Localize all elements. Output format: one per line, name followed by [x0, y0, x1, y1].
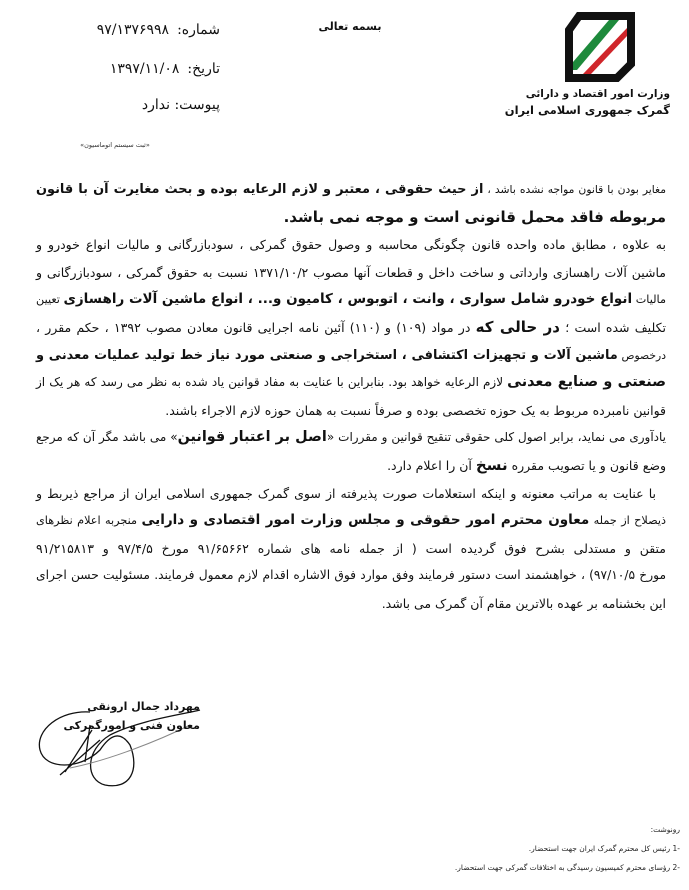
body-line	[36, 286, 666, 314]
cc-item: -1 رئیس کل محترم گمرک ایران جهت استحضار.	[528, 844, 680, 853]
letter-body	[36, 176, 666, 618]
cc-label: رونوشت:	[650, 825, 680, 834]
body-text: با عنایت به مراتب معنونه و اینکه استعلامات صورت پذیرفته از سوی گمرک جمهوری اسلامی ایران از مراجع ذیربط و	[36, 485, 656, 501]
body-line	[36, 397, 666, 425]
emphasized-text: از حیث حقوقی ، معتبر و لازم الرعایه بوده و بحث مغایرت آن با قانون	[36, 182, 484, 197]
body-text: قوانین نامبرده مربوط به یک حوزه تخصصی بوده و صرفاً نسبت به همان حوزه لازم الاجراء باشند.	[165, 402, 666, 418]
body-line	[36, 204, 666, 232]
signatory-title: معاون فنی و امورگمرکی	[63, 719, 200, 732]
body-line	[36, 480, 666, 508]
issuer-block	[470, 86, 670, 118]
letter-date	[20, 61, 220, 77]
body-line	[36, 342, 666, 370]
body-text: تکلیف شده است ؛	[560, 319, 666, 335]
signatory-name: مهرداد جمال ارونقی	[87, 700, 200, 713]
attachment-value: ندارد	[141, 97, 170, 113]
body-text: مالیات	[632, 293, 666, 307]
emphasized-text: معاون محترم امور حقوقی و مجلس وزارت امور اقتصادی و دارایی	[141, 512, 590, 529]
body-line	[36, 231, 666, 259]
body-line	[36, 259, 666, 287]
body-line	[36, 452, 666, 480]
body-line	[36, 507, 666, 535]
copies-list	[380, 820, 680, 877]
body-line	[36, 424, 666, 452]
emphasized-text: اصل بر اعتبار قوانین	[177, 429, 327, 446]
body-line	[36, 562, 666, 590]
automation-note: «ثبت سیستم اتوماسیون»	[80, 141, 150, 149]
emphasized-text: نسخ	[475, 455, 508, 474]
body-text: به علاوه ، مطابق ماده واحده قانون چگونگی محاسبه و وصول حقوق گمرکی ، سودبازرگانی و مالیات انواع خودرو و	[36, 237, 666, 253]
date-label: تاریخ:	[187, 61, 220, 77]
organization-name: گمرک جمهوری اسلامی ایران	[504, 103, 670, 117]
customs-logo	[565, 12, 635, 82]
emphasized-text: مربوطه فاقد محمل قانونی است و موجه نمی باشد.	[283, 207, 666, 226]
emphasized-text: انواع خودرو شامل سواری ، وانت ، اتوبوس ، کامیون و... ، انواع ماشین آلات راهسازی	[63, 291, 633, 308]
cc-item: -2 رؤسای محترم کمیسیون رسیدگی به اختلافات گمرکی جهت استحضار.	[454, 863, 680, 872]
body-text: مغایر بودن با قانون مواجه نشده باشد ،	[483, 183, 666, 196]
emphasized-text: صنعتی و صنایع معدنی	[507, 374, 666, 391]
body-text: در مواد (۱۰۹) و (۱۱۰) آئین نامه اجرایی قانون معادن مصوب ۱۳۹۲ ، حکم مقرر ،	[36, 319, 476, 335]
body-text: تعیین	[36, 293, 64, 307]
letter-number	[20, 22, 220, 38]
body-text: متقن و مستدلی بشرح فوق گردیده است ( از جمله نامه های شماره ۹۱/۶۵۶۶۲ مورخ ۹۷/۴/۵ و ۹۱/۲۱۵۸۱۳	[36, 540, 667, 556]
signatory	[40, 697, 200, 735]
body-text: ذیصلاح از جمله	[589, 514, 667, 528]
emphasized-text: ماشین آلات و تجهیزات اکتشافی ، استخراجی و صنعتی مورد نیاز خط تولید عملیات معدنی و	[36, 347, 618, 363]
letter-attachment	[20, 97, 220, 113]
body-line	[36, 314, 666, 342]
number-label: شماره:	[177, 22, 220, 38]
body-text: آن را اعلام دارد.	[387, 457, 476, 473]
date-value: ۱۳۹۷/۱۱/۰۸	[109, 61, 180, 77]
bismillah: بسمه تعالی	[318, 20, 382, 33]
attachment-label: پیوست:	[174, 97, 220, 113]
number-value: ۹۷/۱۳۷۶۹۹۸	[96, 22, 170, 38]
body-text: منجربه اعلام نظرهای	[36, 514, 142, 528]
body-text: یادآوری می نماید، برابر اصول کلی حقوقی تنقیح قوانین و مقررات «	[326, 430, 666, 445]
body-line	[36, 369, 666, 397]
body-line	[36, 176, 666, 204]
body-text: مورخ ۹۷/۱۰/۵) ، خواهشمند است دستور فرمایند وفق موارد فوق الاشاره اقدام لازم معمول فرمایند. مسئولیت حسن اجرای	[36, 568, 667, 583]
body-text: » می باشد مگر آن که مرجع	[36, 430, 178, 445]
body-text: وضع قانون و یا تصویب مقرره	[507, 457, 666, 473]
body-text: درخصوص	[617, 348, 666, 362]
body-text: این بخشنامه بر عهده بالاترین مقام آن گمرک می باشد.	[381, 595, 666, 611]
body-line	[36, 535, 666, 563]
body-line	[36, 590, 666, 618]
body-text: لازم الرعایه خواهد بود. بنابراین با عنایت به مفاد قوانین یاد شده به نظر می رسد که هر یک از	[36, 375, 508, 390]
emphasized-text: در حالی که	[475, 317, 561, 336]
ministry-name: وزارت امور اقتصاد و دارائی	[525, 88, 670, 100]
body-text: ماشین آلات راهسازی وارداتی و ساخت داخل و قطعات آنها مصوب ۱۳۷۱/۱۰/۲ نسبت به حقوق گمرکی ، سودبازرگانی و	[36, 264, 666, 280]
